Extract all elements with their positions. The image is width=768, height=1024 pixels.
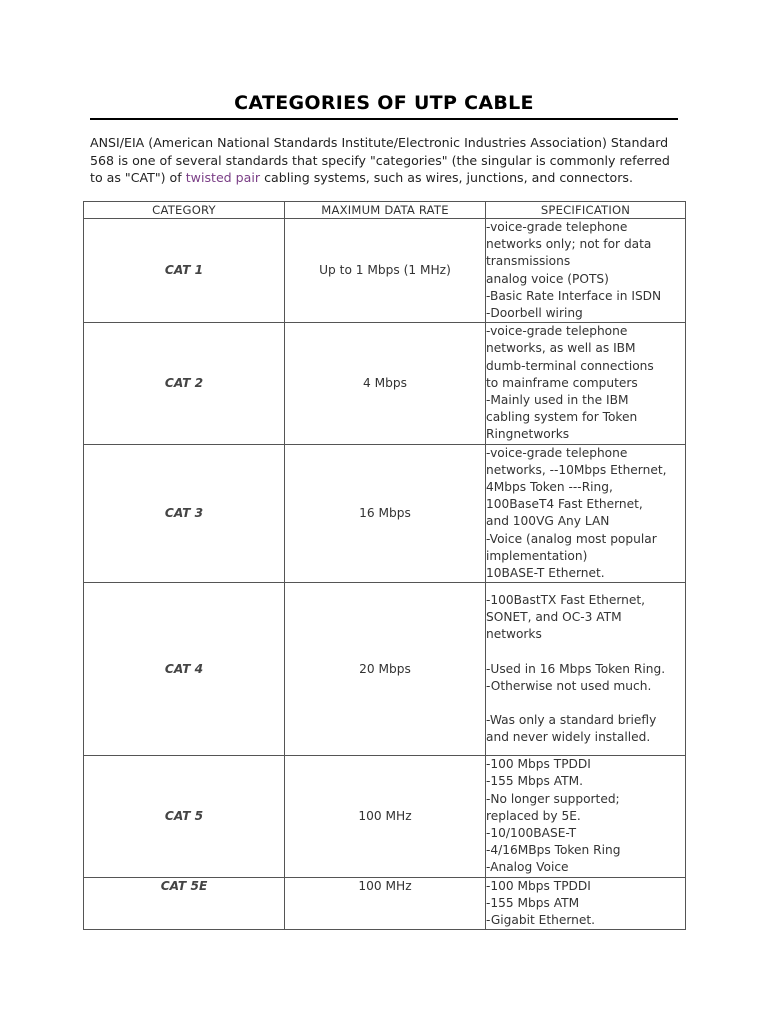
spec-line: Ringnetworks [486, 427, 570, 442]
spec-line: -155 Mbps ATM [486, 895, 580, 910]
table-row [84, 756, 686, 877]
spec-line: -Used in 16 Mbps Token Ring. [486, 661, 666, 676]
spec-line: SONET, and OC-3 ATM [486, 610, 622, 625]
spec-cell [486, 756, 686, 877]
category-cell: CAT 5 [84, 756, 285, 877]
spec-line: networks, as well as IBM [486, 341, 636, 356]
rate-cell: 100 MHz [285, 756, 486, 877]
spec-cell [486, 583, 686, 756]
spec-line: to mainframe computers [486, 375, 638, 390]
spec-line: networks, --10Mbps Ethernet, [486, 462, 667, 477]
spec-line: networks [486, 627, 542, 642]
rate-cell: 20 Mbps [285, 583, 486, 756]
table-row [84, 877, 686, 930]
spec-line: -voice-grade telephone [486, 445, 628, 460]
spec-line: and never widely installed. [486, 730, 651, 745]
spec-line: -Mainly used in the IBM [486, 393, 629, 408]
spec-line: -Voice (analog most popular [486, 531, 657, 546]
category-cell: CAT 1 [84, 219, 285, 323]
intro-text-end: cabling systems, such as wires, junctions, and connectors. [260, 170, 633, 185]
spec-line: -Otherwise not used much. [486, 678, 652, 693]
table-row [84, 323, 686, 444]
header-category: CATEGORY [84, 202, 285, 219]
spec-line: 4Mbps Token ---Ring, [486, 480, 613, 495]
table-row [84, 219, 686, 323]
table-row [84, 583, 686, 756]
twisted-pair-link[interactable]: twisted pair [185, 170, 261, 185]
spec-line: analog voice (POTS) [486, 271, 609, 286]
spec-line: -100 Mbps TPDDI [486, 878, 591, 893]
rate-cell: 16 Mbps [285, 444, 486, 583]
spec-line: -Basic Rate Interface in ISDN [486, 288, 662, 303]
spec-blank-line [486, 643, 685, 660]
category-cell: CAT 4 [84, 583, 285, 756]
spec-line: -No longer supported; [486, 791, 620, 806]
spec-line: replaced by 5E. [486, 808, 581, 823]
table-row [84, 444, 686, 583]
spec-line: networks only; not for data [486, 237, 652, 252]
spec-line: -Doorbell wiring [486, 306, 583, 321]
spec-line: 100BaseT4 Fast Ethernet, [486, 497, 643, 512]
spec-line: -voice-grade telephone [486, 324, 628, 339]
spec-line: transmissions [486, 254, 571, 269]
intro-paragraph [90, 134, 690, 187]
category-cell: CAT 5E [84, 877, 285, 930]
spec-cell [486, 877, 686, 930]
spec-blank-line [486, 695, 685, 712]
spec-line: -Was only a standard briefly [486, 713, 657, 728]
spec-line: -100 Mbps TPDDI [486, 757, 591, 772]
spec-line: -Gigabit Ethernet. [486, 913, 596, 928]
category-cell: CAT 2 [84, 323, 285, 444]
category-cell: CAT 3 [84, 444, 285, 583]
document-title: CATEGORIES OF UTP CABLE [234, 92, 534, 114]
spec-line: and 100VG Any LAN [486, 514, 610, 529]
spec-cell [486, 219, 686, 323]
rate-cell: 4 Mbps [285, 323, 486, 444]
spec-line: implementation) [486, 548, 588, 563]
spec-cell [486, 444, 686, 583]
utp-categories-table [83, 201, 686, 930]
spec-cell [486, 323, 686, 444]
spec-line: -155 Mbps ATM. [486, 774, 583, 789]
header-specification: SPECIFICATION [486, 202, 686, 219]
rate-cell: 100 MHz [285, 877, 486, 930]
spec-line: -4/16MBps Token Ring [486, 843, 621, 858]
spec-line: -100BastTX Fast Ethernet, [486, 592, 646, 607]
spec-line: 10BASE-T Ethernet. [486, 566, 605, 581]
title-underline [90, 118, 678, 120]
header-max-data-rate: MAXIMUM DATA RATE [285, 202, 486, 219]
intro-text-start: ANSI/EIA (American National Standards Institute/Electronic Industries Association) Standard 568 is one of several standards that specify "categories" (the singular is commonly referred to as "CAT") of [90, 135, 670, 185]
spec-line: -voice-grade telephone [486, 220, 628, 234]
table-header-row [84, 202, 686, 219]
rate-cell: Up to 1 Mbps (1 MHz) [285, 219, 486, 323]
spec-line: -10/100BASE-T [486, 826, 577, 841]
spec-line: cabling system for Token [486, 410, 638, 425]
spec-line: dumb-terminal connections [486, 358, 654, 373]
spec-line: -Analog Voice [486, 860, 569, 875]
